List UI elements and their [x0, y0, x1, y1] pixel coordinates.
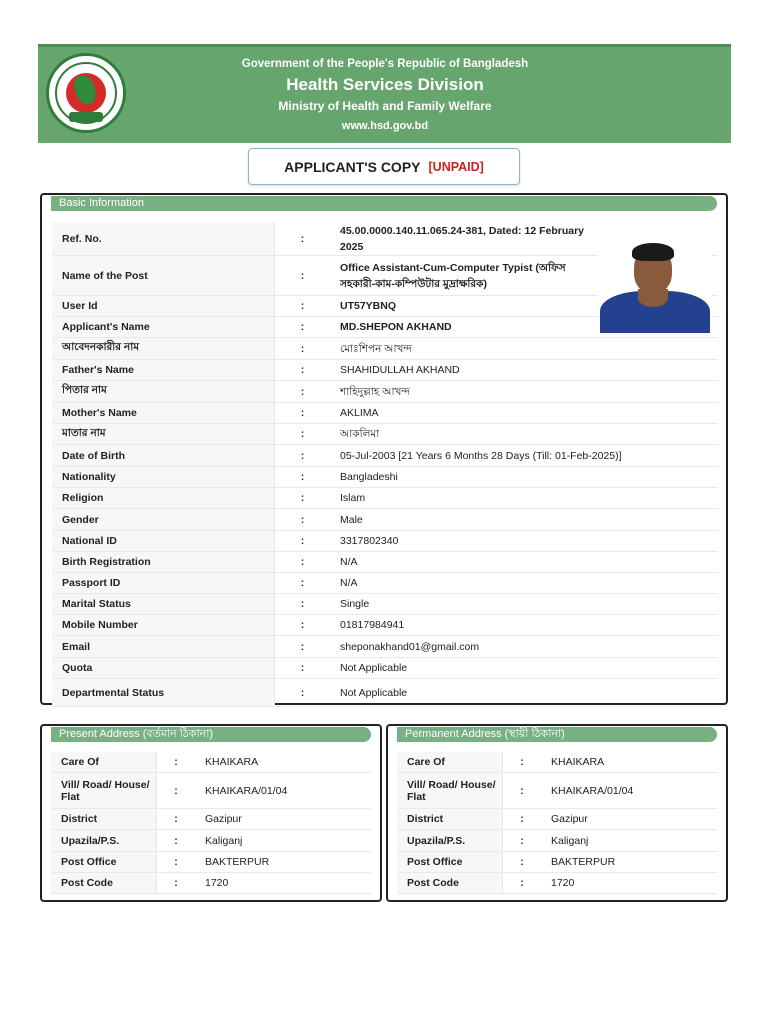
field-separator: : [300, 449, 305, 462]
field-value: Office Assistant-Cum-Computer Typist (অফিস সহকারী-কাম-কম্পিউটার মুদ্রাক্ষরিক) [340, 261, 566, 290]
field-separator: : [520, 756, 524, 768]
field-value: Not Applicable [340, 662, 408, 674]
field-separator: : [300, 577, 305, 589]
field-value: N/A [340, 577, 358, 589]
field-value: 05-Jul-2003 [21 Years 6 Months 28 Days (Till: 01-Feb-2025)] [340, 449, 622, 462]
field-value: Male [340, 513, 363, 526]
field-label: Departmental Status [52, 679, 275, 706]
field-label: Vill/ Road/ House/ Flat [397, 773, 503, 808]
field-separator: : [300, 407, 305, 419]
field-label: Marital Status [52, 594, 275, 614]
table-row [51, 752, 371, 773]
table-row [52, 552, 718, 573]
permanent-address-rows [397, 752, 717, 894]
field-value: আকলিমা [340, 428, 380, 440]
field-separator: : [174, 784, 178, 797]
field-label: Applicant's Name [52, 317, 275, 337]
field-value: 01817984941 [340, 619, 405, 631]
field-label: Nationality [52, 467, 275, 487]
applicant-copy-label [248, 148, 520, 185]
government-seal-icon [46, 53, 126, 133]
present-address-title: Present Address (বর্তমান ঠিকানা) [51, 727, 371, 742]
field-separator: : [300, 428, 305, 440]
field-separator: : [520, 834, 524, 847]
field-label: Post Office [397, 852, 503, 872]
field-label: Upazila/P.S. [51, 830, 157, 851]
table-row [51, 852, 371, 873]
table-row [52, 509, 718, 531]
table-row [397, 873, 717, 894]
field-value: MD.SHEPON AKHAND [340, 321, 452, 333]
field-separator: : [300, 232, 305, 245]
field-separator: : [174, 856, 178, 868]
table-row [52, 531, 718, 552]
field-separator: : [300, 364, 305, 376]
field-value: KHAIKARA [551, 756, 605, 768]
field-separator: : [300, 300, 305, 312]
field-value: Bangladeshi [340, 471, 398, 483]
field-separator: : [174, 834, 178, 847]
field-separator: : [174, 877, 178, 889]
field-separator: : [300, 556, 305, 568]
header-government-line: Government of the People's Republic of Bangladesh [241, 58, 529, 70]
table-row [52, 658, 718, 679]
field-value: SHAHIDULLAH AKHAND [340, 364, 460, 376]
field-separator: : [520, 813, 524, 825]
table-row [397, 852, 717, 873]
field-separator: : [520, 856, 524, 868]
field-value: AKLIMA [340, 407, 379, 419]
table-row [52, 338, 718, 360]
field-label: Care Of [51, 752, 157, 772]
table-row [52, 594, 718, 615]
field-value: Single [340, 598, 370, 610]
field-value: 1720 [205, 877, 229, 889]
field-value: KHAIKARA [205, 756, 259, 768]
table-row [51, 809, 371, 830]
field-separator: : [300, 640, 305, 653]
table-row [52, 445, 718, 467]
table-row [52, 467, 718, 488]
basic-information-title: Basic Information [51, 196, 717, 211]
field-label: Mobile Number [52, 615, 275, 635]
table-row [52, 615, 718, 636]
permanent-address-panel [386, 724, 728, 902]
field-value: মোঃশিপন আখন্দ [340, 342, 412, 355]
field-label: Father's Name [52, 360, 275, 380]
payment-status-badge: [UNPAID] [428, 159, 484, 174]
table-row [52, 403, 718, 424]
field-separator: : [300, 321, 305, 333]
field-label: Name of the Post [52, 256, 275, 295]
permanent-address-title: Permanent Address (স্থায়ী ঠিকানা) [397, 727, 717, 742]
field-label: Post Office [51, 852, 157, 872]
copy-title: APPLICANT'S COPY [284, 158, 421, 175]
table-row [397, 752, 717, 773]
table-row [51, 773, 371, 809]
field-label: মাতার নাম [52, 424, 275, 444]
field-separator: : [520, 784, 524, 797]
field-value: Islam [340, 492, 366, 504]
field-separator: : [300, 385, 305, 398]
field-label: Post Code [51, 873, 157, 893]
table-row [52, 573, 718, 594]
field-separator: : [300, 269, 305, 282]
table-row [52, 679, 718, 707]
field-label: Religion [52, 488, 275, 508]
field-label: Gender [52, 509, 275, 530]
field-label: District [397, 809, 503, 829]
table-row [52, 381, 718, 403]
field-label: আবেদনকারীর নাম [52, 338, 275, 359]
field-value: 1720 [551, 877, 575, 889]
field-separator: : [300, 598, 305, 610]
field-separator: : [300, 686, 305, 699]
field-separator: : [300, 471, 305, 483]
table-row [52, 424, 718, 445]
field-separator: : [174, 813, 178, 825]
field-label: Upazila/P.S. [397, 830, 503, 851]
field-label: Passport ID [52, 573, 275, 593]
field-separator: : [300, 662, 305, 674]
field-label: Email [52, 636, 275, 657]
field-separator: : [300, 535, 305, 547]
field-value: KHAIKARA/01/04 [205, 784, 288, 797]
present-address-rows [51, 752, 371, 894]
table-row [51, 830, 371, 852]
field-separator: : [300, 619, 305, 631]
table-row [397, 773, 717, 809]
field-label: Date of Birth [52, 445, 275, 466]
header-division-title: Health Services Division [286, 75, 484, 94]
field-label: Post Code [397, 873, 503, 893]
field-separator: : [300, 513, 305, 526]
field-value: N/A [340, 556, 358, 568]
field-value: 3317802340 [340, 535, 399, 547]
field-label: Ref. No. [52, 222, 275, 255]
field-value: 45.00.0000.140.11.065.24-381, Dated: 12 February 2025 [340, 224, 585, 253]
field-value: Kaliganj [551, 834, 589, 847]
table-row [52, 360, 718, 381]
field-value: শাহিদুল্লাহ আখন্দ [340, 385, 410, 398]
field-value: BAKTERPUR [205, 856, 270, 868]
field-separator: : [520, 877, 524, 889]
field-label: Vill/ Road/ House/ Flat [51, 773, 157, 808]
table-row [52, 636, 718, 658]
field-value: BAKTERPUR [551, 856, 616, 868]
field-value: Kaliganj [205, 834, 243, 847]
table-row [52, 488, 718, 509]
field-label: National ID [52, 531, 275, 551]
field-separator: : [300, 342, 305, 355]
header-banner [38, 44, 731, 143]
header-ministry-line: Ministry of Health and Family Welfare [278, 99, 492, 113]
field-value: Gazipur [205, 813, 242, 825]
field-separator: : [300, 492, 305, 504]
field-label: Birth Registration [52, 552, 275, 572]
table-row [51, 873, 371, 894]
field-value: sheponakhand01@gmail.com [340, 640, 480, 653]
present-address-panel [40, 724, 382, 902]
field-label: Quota [52, 658, 275, 678]
field-separator: : [174, 756, 178, 768]
field-value: Gazipur [551, 813, 588, 825]
field-label: User Id [52, 296, 275, 316]
field-value: UT57YBNQ [340, 300, 397, 312]
table-row [397, 809, 717, 830]
table-row [397, 830, 717, 852]
field-label: Mother's Name [52, 403, 275, 423]
field-label: District [51, 809, 157, 829]
field-value: KHAIKARA/01/04 [551, 784, 634, 797]
header-website-link[interactable]: www.hsd.gov.bd [341, 120, 429, 132]
field-label: Care Of [397, 752, 503, 772]
field-label: পিতার নাম [52, 381, 275, 402]
applicant-photo [598, 243, 712, 333]
field-value: Not Applicable [340, 686, 408, 699]
